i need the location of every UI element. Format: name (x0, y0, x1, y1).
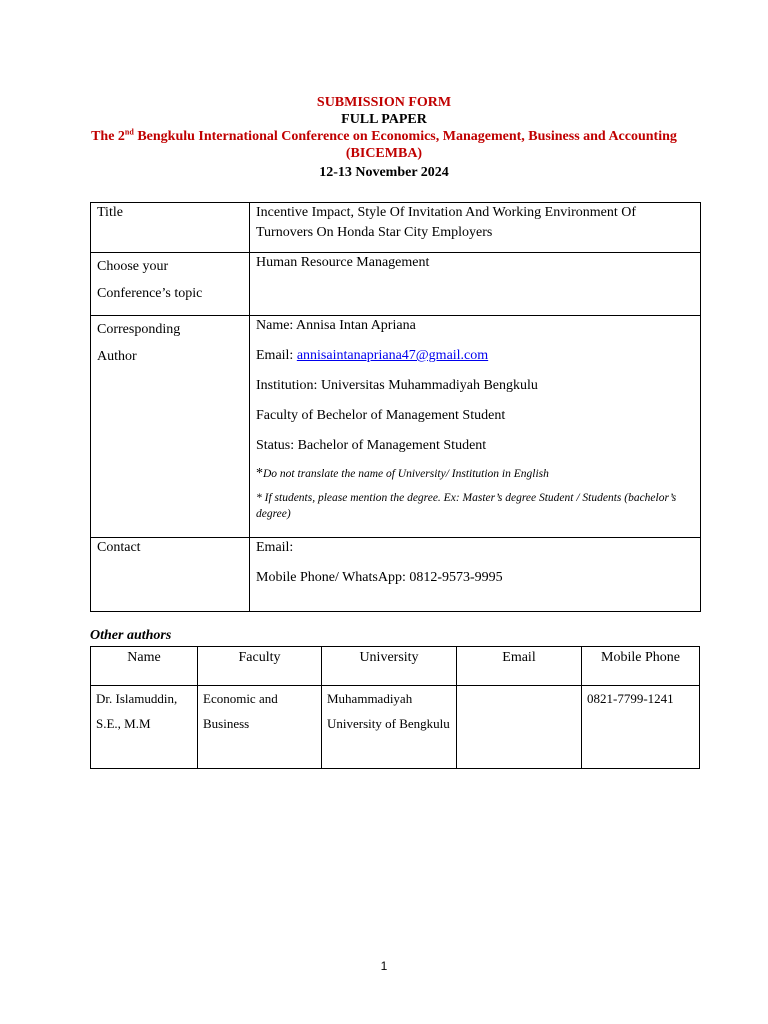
column-header-name: Name (91, 647, 198, 686)
conference-prefix: The 2 (91, 129, 125, 144)
contact-details (250, 538, 701, 612)
author-name: Name: Annisa Intan Apriana (256, 318, 416, 333)
author-email-line (256, 346, 694, 366)
form-title: SUBMISSION FORM (316, 95, 452, 110)
author-label-line-1: Corresponding (97, 322, 181, 337)
contact-row (91, 538, 701, 612)
topic-label-line-2: Conference’s topic (97, 286, 203, 301)
conference-ordinal: nd (124, 127, 134, 137)
author-status: Status: Bachelor of Management Student (256, 438, 487, 453)
author-phone-cell: 0821-7799-1241 (582, 686, 700, 769)
author-email-prefix: Email: (256, 348, 297, 363)
author-university-cell: Muhammadiyah University of Bengkulu (322, 686, 457, 769)
degree-note: * If students, please mention the degree. Ex: Master’s degree Student / Students (bachelor’s degree) (256, 492, 677, 520)
other-authors-table (90, 646, 700, 769)
author-details (250, 316, 701, 538)
translation-note-text: Do not translate the name of University/ Institution in English (263, 468, 549, 480)
author-name-cell: Dr. Islamuddin, S.E., M.M (91, 686, 198, 769)
topic-value: Human Resource Management (250, 253, 701, 316)
conference-name (0, 128, 768, 145)
column-header-university: University (322, 647, 457, 686)
column-header-email: Email (457, 647, 582, 686)
authors-header-row (91, 647, 700, 686)
topic-row (91, 253, 701, 316)
contact-label (91, 538, 250, 612)
translation-note (256, 466, 694, 482)
contact-email: Email: (256, 540, 294, 555)
conference-name-text: Bengkulu International Conference on Economics, Management, Business and Accounting (133, 129, 677, 144)
table-row (91, 686, 700, 769)
author-faculty-cell: Economic and Business (198, 686, 322, 769)
note-star: * (256, 466, 263, 481)
author-row (91, 316, 701, 538)
author-email-cell (457, 686, 582, 769)
title-label-text: Title (97, 205, 123, 220)
conference-acronym: (BICEMBA) (345, 146, 423, 161)
paper-type: FULL PAPER (341, 112, 427, 127)
conference-date: 12-13 November 2024 (319, 165, 449, 180)
author-faculty: Faculty of Bechelor of Management Student (256, 408, 506, 423)
author-label (91, 316, 250, 538)
column-header-mobile-phone: Mobile Phone (582, 647, 700, 686)
submission-table (90, 202, 701, 612)
topic-label-line-1: Choose your (97, 259, 169, 274)
contact-phone: Mobile Phone/ WhatsApp: 0812-9573-9995 (256, 570, 503, 585)
topic-label (91, 253, 250, 316)
form-header (0, 94, 768, 181)
author-email-link[interactable]: annisaintanapriana47@gmail.com (296, 348, 489, 363)
column-header-faculty: Faculty (198, 647, 322, 686)
other-authors-label: Other authors (90, 628, 172, 643)
page-number: 1 (380, 959, 388, 973)
author-institution: Institution: Universitas Muhammadiyah Bengkulu (256, 378, 538, 393)
title-row (91, 203, 701, 253)
contact-label-text: Contact (97, 540, 141, 555)
author-label-line-2: Author (97, 349, 137, 364)
title-label (91, 203, 250, 253)
title-value: Incentive Impact, Style Of Invitation And Working Environment Of Turnovers On Honda Star City Employers (250, 203, 701, 253)
